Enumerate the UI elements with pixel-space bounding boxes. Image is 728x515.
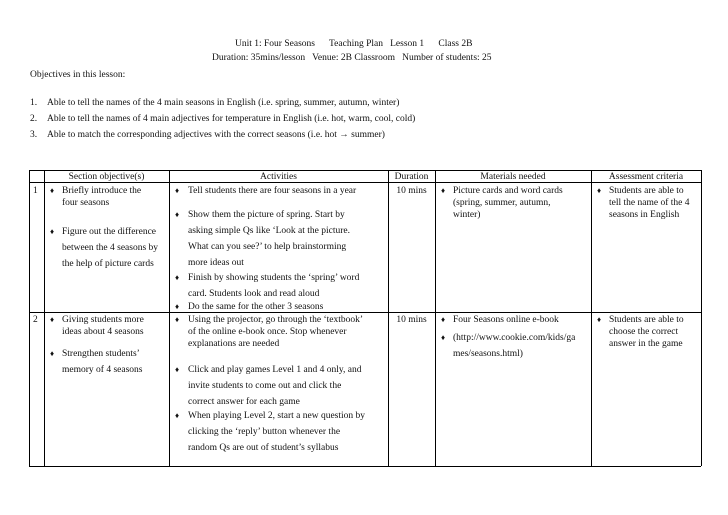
objective-text: Able to tell the names of 4 main adjectives for temperature in English (i.e. hot, warm, cool, cold) xyxy=(47,114,416,124)
duration-value: 10 mins xyxy=(396,186,427,196)
activity-line: Do the same for the other 3 seasons xyxy=(188,302,324,312)
diamond-bullet-icon: ♦ xyxy=(175,365,180,374)
activity-line: correct answer for each game xyxy=(188,397,300,407)
material-line: Four Seasons online e-book xyxy=(453,315,559,325)
diamond-bullet-icon: ♦ xyxy=(175,411,180,420)
column-header-duration: Duration xyxy=(394,172,429,182)
objective-line: memory of 4 seasons xyxy=(62,365,143,375)
column-header-assessment: Assessment criteria xyxy=(608,172,684,182)
activity-line: invite students to come out and click the xyxy=(188,381,342,391)
arrow-right-icon: → xyxy=(339,130,349,140)
material-link-line: mes/seasons.html) xyxy=(453,349,523,359)
activity-line: Finish by showing students the ‘spring’ word xyxy=(188,273,360,283)
diamond-bullet-icon: ♦ xyxy=(50,227,55,236)
activity-line: card. Students look and read aloud xyxy=(188,289,320,299)
objective-text-tail: summer) xyxy=(351,130,385,140)
diamond-bullet-icon: ♦ xyxy=(441,333,446,342)
objective-line: between the 4 seasons by xyxy=(62,243,159,253)
assessment-line: Students are able to xyxy=(609,315,684,325)
objectives-heading: Objectives in this lesson: xyxy=(30,70,126,80)
diamond-bullet-icon: ♦ xyxy=(441,315,446,324)
diamond-bullet-icon: ♦ xyxy=(441,186,446,195)
column-header-activities: Activities xyxy=(260,172,297,182)
objective-line: ideas about 4 seasons xyxy=(62,327,144,337)
assessment-line: tell the name of the 4 xyxy=(609,198,690,208)
objective-number: 2. xyxy=(30,114,38,124)
objective-text-main: Able to match the corresponding adjectives with the correct seasons (i.e. hot xyxy=(47,130,337,140)
assessment-line: seasons in English xyxy=(609,210,680,220)
diamond-bullet-icon: ♦ xyxy=(50,186,55,195)
activity-line: When playing Level 2, start a new question by xyxy=(188,411,366,421)
activity-line: Using the projector, go through the ‘textbook’ xyxy=(188,315,364,325)
objective-line: Briefly introduce the xyxy=(62,186,142,196)
objective-line: Giving students more xyxy=(62,315,144,325)
diamond-bullet-icon: ♦ xyxy=(175,315,180,324)
activity-line: clicking the ‘reply’ button whenever the xyxy=(188,427,341,437)
diamond-bullet-icon: ♦ xyxy=(175,186,180,195)
assessment-line: Students are able to xyxy=(609,186,684,196)
diamond-bullet-icon: ♦ xyxy=(175,273,180,282)
activity-line: more ideas out xyxy=(188,258,244,268)
material-line: Picture cards and word cards xyxy=(453,186,563,196)
material-link-line: (http://www.cookie.com/kids/ga xyxy=(453,333,576,343)
column-header-objectives: Section objective(s) xyxy=(68,172,145,182)
activity-line: random Qs are out of student’s syllabus xyxy=(188,443,339,453)
objective-line: four seasons xyxy=(62,198,110,208)
row-number: 1 xyxy=(33,186,38,196)
objective-line: Strengthen students’ xyxy=(62,349,140,359)
objective-text: Able to tell the names of the 4 main seasons in English (i.e. spring, summer, autumn, winter) xyxy=(47,98,400,108)
activity-line: Click and play games Level 1 and 4 only, and xyxy=(188,365,362,375)
document-subtitle: Duration: 35mins/lesson Venue: 2B Classroom Number of students: 25 xyxy=(212,53,492,63)
objective-line: the help of picture cards xyxy=(62,259,154,269)
row-number: 2 xyxy=(33,315,38,325)
activity-line: asking simple Qs like ‘Look at the picture. xyxy=(188,226,350,236)
activity-line: of the online e-book once. Stop whenever xyxy=(188,327,347,337)
diamond-bullet-icon: ♦ xyxy=(597,186,602,195)
objective-line: Figure out the difference xyxy=(62,227,156,237)
activity-line: Tell students there are four seasons in a year xyxy=(188,186,357,196)
activity-line: explanations are needed xyxy=(188,339,280,349)
objective-number: 1. xyxy=(30,98,38,108)
activity-line: What can you see?’ to help brainstorming xyxy=(188,242,347,252)
diamond-bullet-icon: ♦ xyxy=(175,302,180,311)
document-title: Unit 1: Four Seasons Teaching Plan Lesson 1 Class 2B xyxy=(235,39,473,49)
diamond-bullet-icon: ♦ xyxy=(50,349,55,358)
material-line: (spring, summer, autumn, xyxy=(453,198,551,208)
diamond-bullet-icon: ♦ xyxy=(175,210,180,219)
diamond-bullet-icon: ♦ xyxy=(50,315,55,324)
column-header-materials: Materials needed xyxy=(480,172,546,182)
objective-text xyxy=(47,129,385,141)
material-line: winter) xyxy=(453,210,481,220)
objective-number: 3. xyxy=(30,130,38,140)
assessment-line: answer in the game xyxy=(609,339,683,349)
assessment-line: choose the correct xyxy=(609,327,679,337)
duration-value: 10 mins xyxy=(396,315,427,325)
diamond-bullet-icon: ♦ xyxy=(597,315,602,324)
activity-line: Show them the picture of spring. Start by xyxy=(188,210,345,220)
